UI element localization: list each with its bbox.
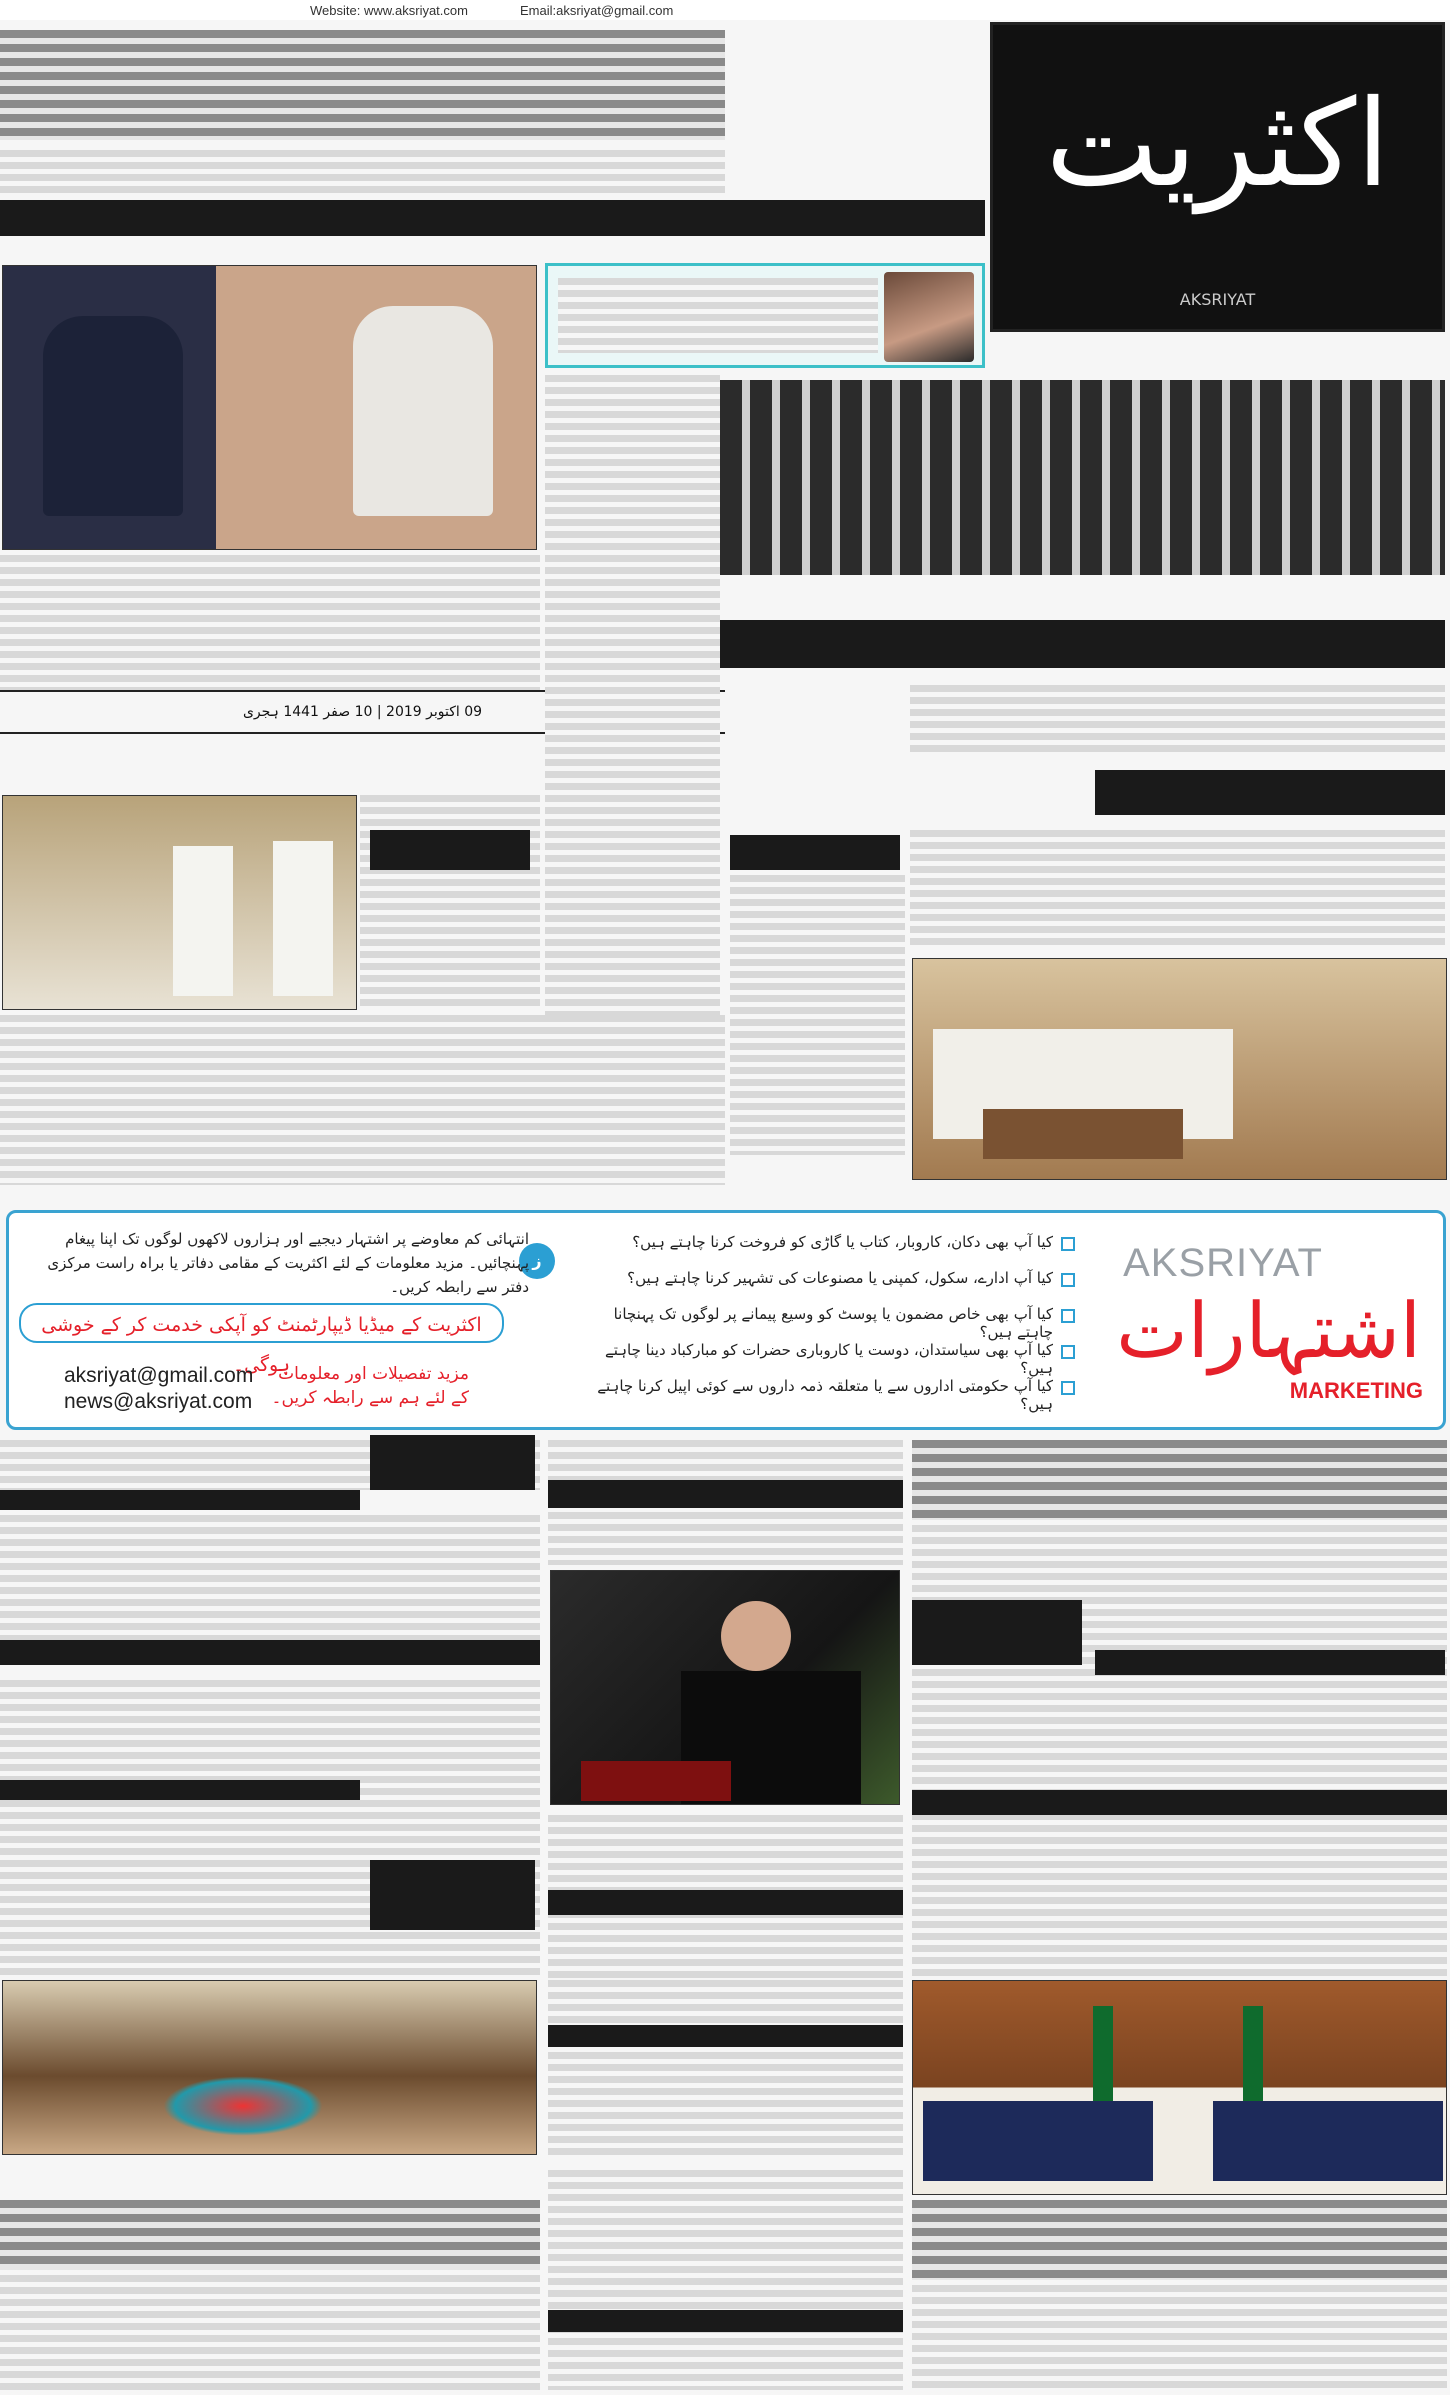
top-headline <box>0 30 725 140</box>
lower-headline-3 <box>0 1780 360 1800</box>
ad-question: کیا آپ بھی سیاستدان، دوست یا کاروباری حضرات کو مبارکباد دینا چاہتے ہیں؟ <box>573 1341 1053 1377</box>
bottom-headline-3 <box>912 2200 1447 2280</box>
story-headline-4 <box>1095 770 1445 815</box>
bottom-story-3 <box>912 2285 1447 2390</box>
speaker-face <box>721 1601 791 1671</box>
story-text-3 <box>0 1015 725 1185</box>
mid-lower-headline-2 <box>548 1890 903 1915</box>
microphones <box>581 1761 731 1801</box>
subheadline-block <box>0 150 725 195</box>
bottom-headline-2 <box>548 2310 903 2332</box>
story-text-2 <box>360 795 540 1010</box>
ad-question: کیا آپ حکومتی اداروں سے یا متعلقہ ذمہ داروں سے کوئی اپیل کرنا چاہتے ہیں؟ <box>573 1377 1053 1413</box>
ad-brand-en: AKSRIYAT <box>1123 1241 1323 1285</box>
cabinet-meeting-photo <box>2 1980 537 2155</box>
email-text[interactable]: Email:aksriyat@gmail.com <box>520 3 674 18</box>
column-teaser <box>558 278 878 353</box>
story-text-6 <box>730 875 905 1155</box>
lower-headline-4 <box>370 1860 535 1930</box>
meeting-photo-3 <box>912 958 1447 1180</box>
meeting-photo-1 <box>2 265 537 550</box>
advertisement-banner[interactable] <box>6 1210 1446 1430</box>
delegation-left <box>923 2101 1153 2181</box>
lower-headline-2 <box>0 1640 540 1665</box>
masthead-logo <box>990 22 1445 332</box>
ad-brand-marketing: MARKETING <box>1289 1378 1423 1403</box>
columnist-avatar <box>884 272 974 362</box>
ad-contact: مزید تفصیلات اور معلومات کے لئے ہم سے رابطہ کریں۔ <box>271 1364 469 1408</box>
right-lower-headline-3 <box>912 1790 1447 1815</box>
main-headline <box>720 380 1445 575</box>
ad-question: کیا آپ بھی دکان، کاروبار، کتاب یا گاڑی کو فروخت کرنا چاہتے ہیں؟ <box>573 1233 1053 1251</box>
ad-question: کیا آپ ادارے، سکول، کمپنی یا مصنوعات کی تشہیر کرنا چاہتے ہیں؟ <box>573 1269 1053 1287</box>
lower-headline-1 <box>0 1490 360 1510</box>
delegation-right <box>1213 2101 1443 2181</box>
ad-question: کیا آپ بھی خاص مضمون یا پوسٹ کو وسیع پیمانے پر لوگوں تک پہنچانا چاہتے ہیں؟ <box>573 1305 1053 1341</box>
masthead-subtitle: AKSRIYAT <box>1179 290 1256 309</box>
top-info-line <box>0 0 1450 20</box>
website-text[interactable]: Website: www.aksriyat.com <box>310 3 468 18</box>
masthead-title: اکثریت <box>1045 75 1390 214</box>
ad-intro: انتہائی کم معاوضے پر اشتہار دیجیے اور ہزاروں لاکھوں لوگوں تک اپنا پیغام پہنچائیں۔ مزید معلومات کے لئے اکثریت کے مقامی دفاتر یا براہ راست مرکزی دفتر سے رابطہ کریں۔ <box>47 1230 529 1296</box>
story-text-5 <box>910 830 1445 950</box>
bottom-mid-story <box>548 1980 903 2160</box>
ad-brand-ur: اشتہارات <box>1116 1286 1421 1375</box>
president-meeting-photo <box>912 1980 1447 2195</box>
ad-emails <box>64 1363 253 1416</box>
bottom-story-2 <box>548 2170 903 2390</box>
right-lower-headline <box>912 1440 1447 1520</box>
flower-vase <box>163 2076 323 2136</box>
story-text-4 <box>910 685 1445 755</box>
right-lower-headline-2 <box>1095 1650 1445 1675</box>
right-lower-story <box>912 1525 1447 1980</box>
lower-headline-1b <box>370 1435 535 1490</box>
featured-column-box <box>545 263 985 368</box>
bottom-story-1 <box>0 2275 540 2390</box>
press-conference-photo <box>550 1570 900 1805</box>
main-headline-bar <box>720 620 1445 668</box>
meeting-photo-2 <box>2 795 357 1010</box>
lower-story-3 <box>0 1680 540 1980</box>
story-headline-5 <box>730 835 900 870</box>
person-right <box>353 306 493 516</box>
lower-story-2 <box>0 1515 540 1655</box>
person-white-1 <box>173 846 233 996</box>
ad-email-2[interactable]: news@aksriyat.com <box>64 1390 253 1414</box>
ad-email-1[interactable]: aksriyat@gmail.com <box>64 1364 254 1387</box>
ad-pill: اکثریت کے میڈیا ڈیپارٹمنٹ کو آپکی خدمت کر کے خوشی ہوگی۔ <box>19 1303 504 1343</box>
headline-bar <box>0 200 985 236</box>
story-text-1 <box>0 555 540 690</box>
person-left <box>43 316 183 516</box>
bottom-headline-1 <box>0 2200 540 2270</box>
story-headline-2 <box>370 830 530 870</box>
person-white-2 <box>273 841 333 996</box>
bottom-mid-headline <box>548 2025 903 2047</box>
right-lower-box <box>912 1600 1082 1665</box>
mid-lower-headline-1 <box>548 1480 903 1508</box>
ad-badge-icon: ز <box>519 1243 555 1279</box>
date-line: 09 اکتوبر 2019 | 10 صفر 1441 ہجری <box>0 690 725 734</box>
table <box>983 1109 1183 1159</box>
